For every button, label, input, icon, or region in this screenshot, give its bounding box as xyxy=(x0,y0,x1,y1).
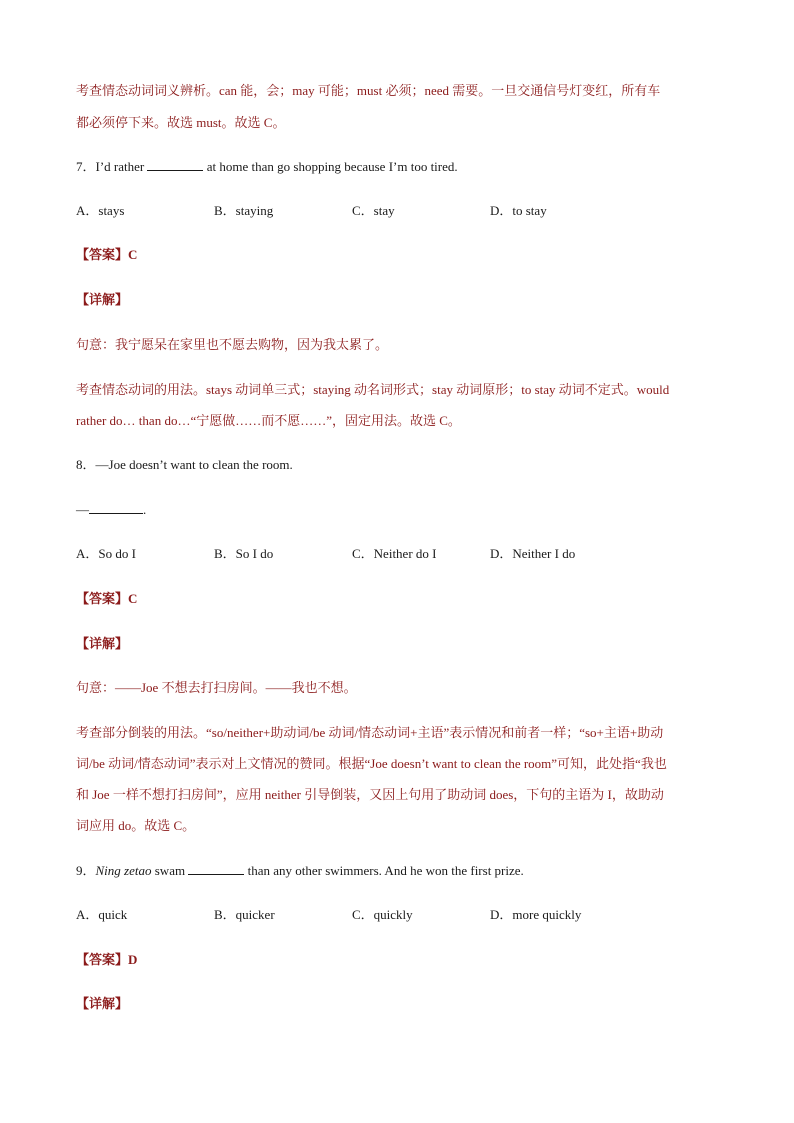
q8-option-a: A．So do I xyxy=(76,546,136,561)
q7-blank xyxy=(147,158,203,171)
q7-number: 7． xyxy=(76,159,96,174)
q9-answer: 【答案】D xyxy=(76,952,138,967)
q9-option-a: A．quick xyxy=(76,907,128,922)
q8-analysis-line4: 词应用 do。故选 C。 xyxy=(76,818,196,833)
q7-analysis-line1: 考查情态动词的用法。stays 动词单三式；staying 动名词形式；stay 动词原形；to stay 动词不定式。would xyxy=(76,382,670,397)
q7-stem-before: I’d rather xyxy=(95,159,148,174)
q8-option-c: C．Neither do I xyxy=(352,546,437,561)
q7-option-a: A．stays xyxy=(76,203,125,218)
q8-reply-prefix: — xyxy=(76,502,89,517)
q8-analysis-line1: 考查部分倒装的用法。“so/neither+助动词/be 动词/情态动词+主语”表示情况和前者一样；“so+主语+助动 xyxy=(76,725,664,740)
q6-analysis-line2: 都必须停下来。故选 must。故选 C。 xyxy=(76,115,286,130)
q8-meaning: 句意：——Joe 不想去打扫房间。——我也不想。 xyxy=(76,680,357,695)
q8-answer: 【答案】C xyxy=(76,591,138,606)
q9-detail-label: 【详解】 xyxy=(76,996,129,1011)
q8-option-b: B．So I do xyxy=(214,546,274,561)
q8-reply-suffix: . xyxy=(143,502,147,517)
q9-number: 9． xyxy=(76,863,96,878)
q7-option-c: C．stay xyxy=(352,203,395,218)
q7-answer: 【答案】C xyxy=(76,247,138,262)
q9-name: Ning zetao xyxy=(95,863,152,878)
q9-option-d: D．more quickly xyxy=(490,907,582,922)
q9-option-c: C．quickly xyxy=(352,907,413,922)
q8-option-d: D．Neither I do xyxy=(490,546,576,561)
q9-stem-after: than any other swimmers. And he won the first prize. xyxy=(244,863,524,878)
q9-stem-mid: swam xyxy=(151,863,189,878)
q7-analysis-line2: rather do… than do…“宁愿做……而不愿……”，固定用法。故选 C。 xyxy=(76,413,461,428)
q9-stem xyxy=(76,862,524,880)
q7-option-d: D．to stay xyxy=(490,203,547,218)
q8-stem xyxy=(76,456,293,474)
q8-blank xyxy=(89,501,143,514)
q8-number: 8． xyxy=(76,457,96,472)
q8-reply xyxy=(76,501,146,519)
q9-blank xyxy=(188,862,244,875)
q8-stem-text: —Joe doesn’t want to clean the room. xyxy=(95,457,293,472)
q8-analysis-line3: 和 Joe 一样不想打扫房间”，应用 neither 引导倒装，又因上句用了助动词 does，下句的主语为 I，故助动 xyxy=(76,787,664,802)
q7-stem xyxy=(76,158,458,176)
q8-analysis-line2: 词/be 动词/情态动词”表示对上文情况的赞同。根据“Joe doesn’t want to clean the room”可知，此处指“我也 xyxy=(76,756,667,771)
q9-option-b: B．quicker xyxy=(214,907,275,922)
q7-stem-after: at home than go shopping because I’m too tired. xyxy=(203,159,458,174)
q7-detail-label: 【详解】 xyxy=(76,292,129,307)
q6-analysis-line1: 考查情态动词词义辨析。can 能，会；may 可能；must 必须；need 需要。一旦交通信号灯变红，所有车 xyxy=(76,83,661,98)
q7-option-b: B．staying xyxy=(214,203,274,218)
q7-meaning: 句意：我宁愿呆在家里也不愿去购物，因为我太累了。 xyxy=(76,337,389,352)
q8-detail-label: 【详解】 xyxy=(76,636,129,651)
